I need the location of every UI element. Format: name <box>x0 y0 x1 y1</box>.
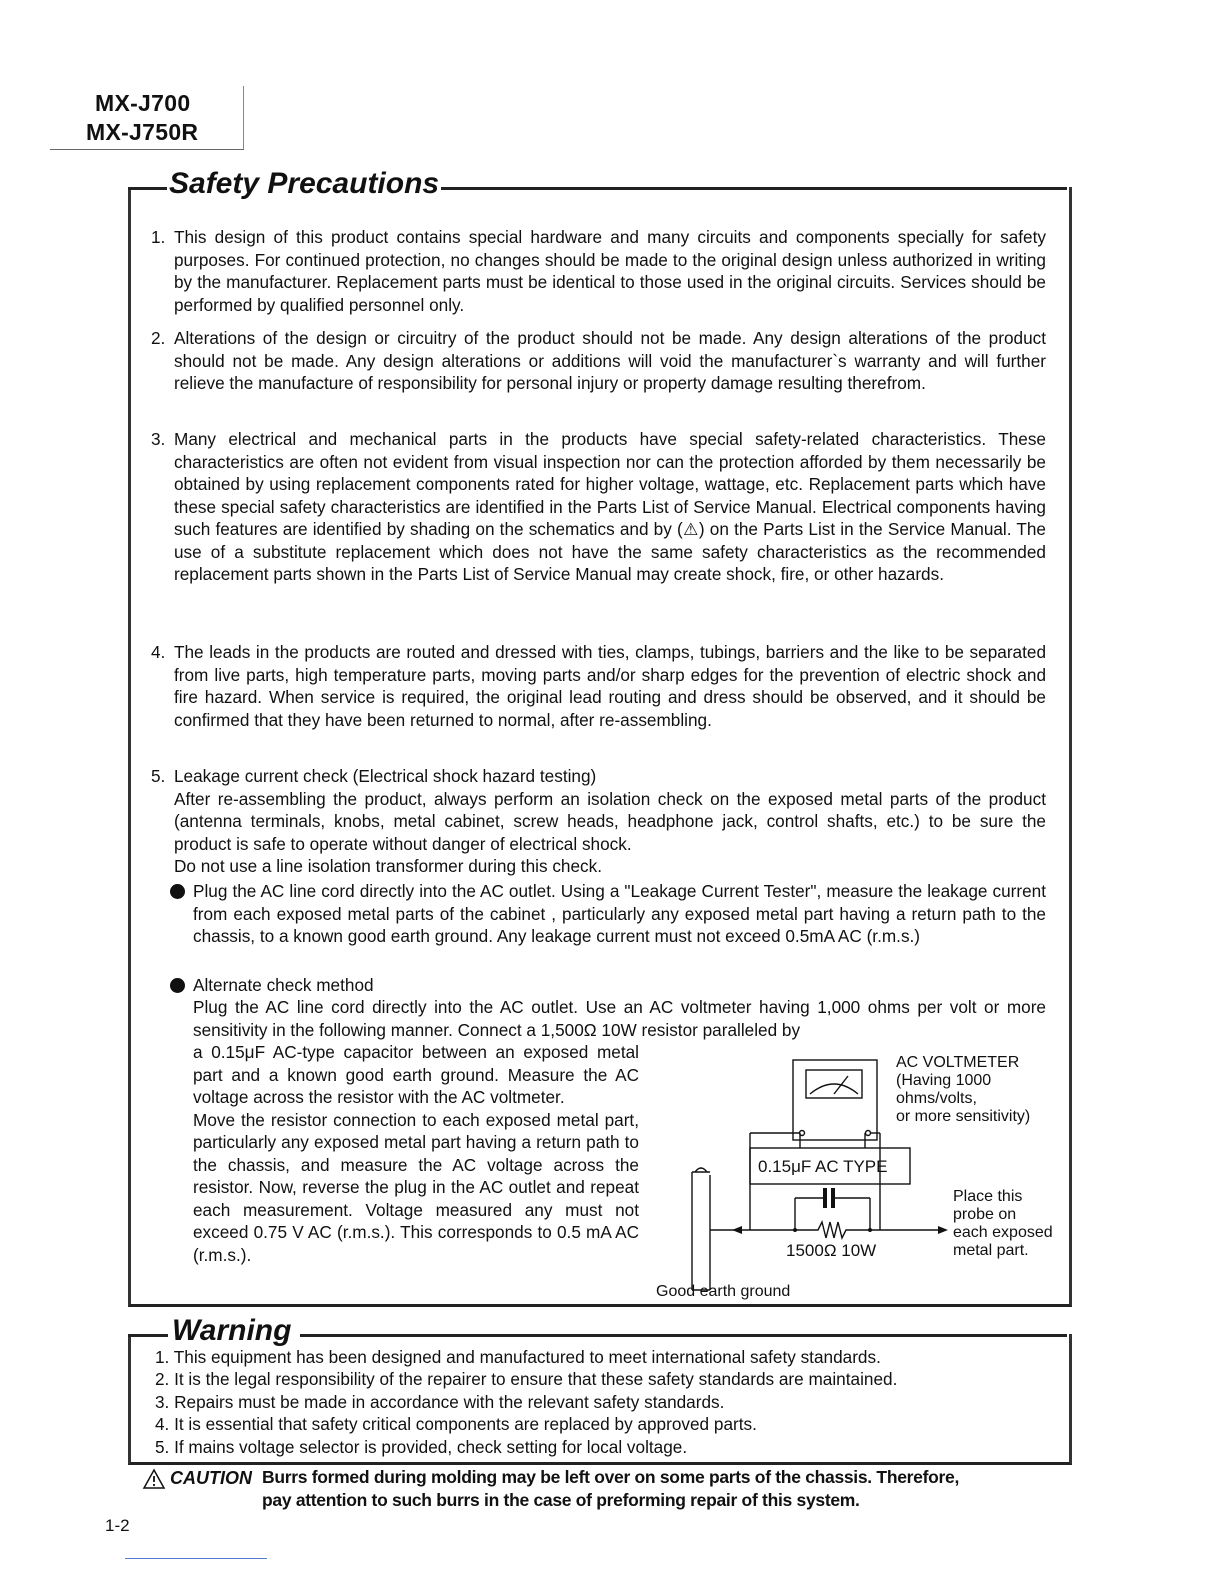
safety-item-1 <box>151 226 1046 316</box>
model-name-1: MX-J700 <box>95 90 191 116</box>
item-text: Alterations of the design or circuitry of the product should not be made. Any design alterations of the product should not be made. Any design alterations or additions will void the manufacturer`s warranty and will further relieve the manufacture of responsibility for personal injury or property damage resulting therefrom. <box>174 328 1046 393</box>
warning-item-3: 3. Repairs must be made in accordance with the relevant safety standards. <box>155 1392 725 1412</box>
item-number: 4. <box>151 642 166 662</box>
safety-item-3 <box>151 428 1046 586</box>
safety-item-2 <box>151 327 1046 395</box>
item-text: This design of this product contains special hardware and many circuits and components specially for safety purposes. For continued protection, no changes should be made to the original design unless authorized in writing by the manufacturer. Replacement parts must be identical to those used in the original circuits. Services should be performed by qualified personnel only. <box>174 227 1046 315</box>
caution-line-2: pay attention to such burrs in the case of preforming repair of this system. <box>262 1489 860 1510</box>
warning-item-4: 4. It is essential that safety critical components are replaced by approved parts. <box>155 1414 757 1434</box>
item-number: 5. <box>151 766 166 786</box>
resistor-label: 1500Ω 10W <box>786 1241 877 1260</box>
bullet-leakage-tester: Plug the AC line cord directly into the AC outlet. Using a "Leakage Current Tester", measure the leakage current from each exposed metal parts of the cabinet , particularly any exposed metal part having a return path to the chassis, to a known good earth ground. Any leakage current must not exceed 0.5mA AC (r.m.s.) <box>193 881 1046 946</box>
capacitor-label: 0.15μF AC TYPE <box>758 1157 888 1176</box>
bullet-dot <box>170 978 185 993</box>
caution-label: CAUTION <box>170 1468 252 1488</box>
header-rule <box>50 149 244 150</box>
safety-item-5 <box>151 765 1046 878</box>
safety-item-4 <box>151 641 1046 731</box>
warning-item-2: 2. It is the legal responsibility of the repairer to ensure that these safety standards are maintained. <box>155 1369 898 1389</box>
box-border <box>128 1334 168 1337</box>
item-number: 3. <box>151 429 166 449</box>
bullet-dot <box>170 884 185 899</box>
warning-item-1: 1. This equipment has been designed and manufactured to meet international safety standards. <box>155 1347 881 1367</box>
item-number: 1. <box>151 227 166 247</box>
box-border <box>440 187 1067 190</box>
voltmeter-label: AC VOLTMETER (Having 1000 ohms/volts, or more sensitivity) <box>896 1054 1031 1125</box>
item-text: Many electrical and mechanical parts in the products have special safety-related characteristics. These characteristics are often not evident from visual inspection nor can the protection afforded by them necessarily be obtained by using replacement components rated for higher voltage, wattage, etc. Replacement parts which have these special safety characteristics are identified in the Parts List of Service Manual. Electrical components having such features are identified by shading on the schematics and by (⚠) on the Parts List in the Service Manual. The use of a substitute replacement which does not have the same safety characteristics as the recommended replacement parts shown in the Parts List of Service Manual may create shock, fire, or other hazards. <box>174 429 1046 584</box>
box-border <box>128 187 168 190</box>
header-divider <box>243 86 244 150</box>
bullet-alternate-body: a 0.15μF AC-type capacitor between an exposed metal part and a known good earth ground. Measure the AC voltage across the resistor with the AC voltmeter. Move the resistor connection to each exposed metal part, particularly any exposed metal part having a return path to the chassis, and measure the AC voltage across the resistor. Now, reverse the plug in the AC outlet and repeat each measurement. Voltage measured any must not exceed 0.75 V AC (r.m.s.). This corresponds to 0.5 mA AC (r.m.s.). <box>193 1042 639 1265</box>
item-number: 2. <box>151 328 166 348</box>
bullet-alternate-intro: Plug the AC line cord directly into the AC outlet. Use an AC voltmeter having 1,000 ohms per volt or more sensitivity in the following manner. Connect a 1,500Ω 10W resistor paralleled by <box>193 997 1046 1040</box>
probe-label: Place this probe on each exposed metal part. <box>953 1188 1053 1259</box>
safety-title: Safety Precautions <box>169 167 440 200</box>
ground-label: Good earth ground <box>656 1283 791 1300</box>
caution-triangle-icon <box>142 1468 166 1490</box>
item-text: Leakage current check (Electrical shock hazard testing) After re-assembling the product, always perform an isolation check on the exposed metal parts of the product (antenna terminals, knobs, metal cabinet, screw heads, headphone jack, control shafts, etc.) to be sure the product is safe to operate without danger of electrical shock. Do not use a line isolation transformer during this check. <box>174 766 1046 876</box>
warning-title: Warning <box>172 1314 292 1347</box>
item-text: The leads in the products are routed and dressed with ties, clamps, tubings, barriers and the like to be separated from live parts, high temperature parts, moving parts and/or sharp edges for the prevention of electric shock and fire hazard. When service is required, the original lead routing and dress should be observed, and it should be confirmed that they have been returned to normal, after re-assembling. <box>174 642 1046 730</box>
model-name-2: MX-J750R <box>86 119 199 145</box>
box-border <box>300 1334 1067 1337</box>
page-number: 1-2 <box>105 1516 130 1535</box>
bullet-alternate-title: Alternate check method <box>193 975 374 995</box>
caution-text <box>262 1466 959 1511</box>
warning-item-5: 5. If mains voltage selector is provided, check setting for local voltage. <box>155 1437 688 1457</box>
caution-line-1: Burrs formed during molding may be left over on some parts of the chassis. Therefore, <box>262 1467 960 1487</box>
footer-rule <box>125 1558 267 1559</box>
